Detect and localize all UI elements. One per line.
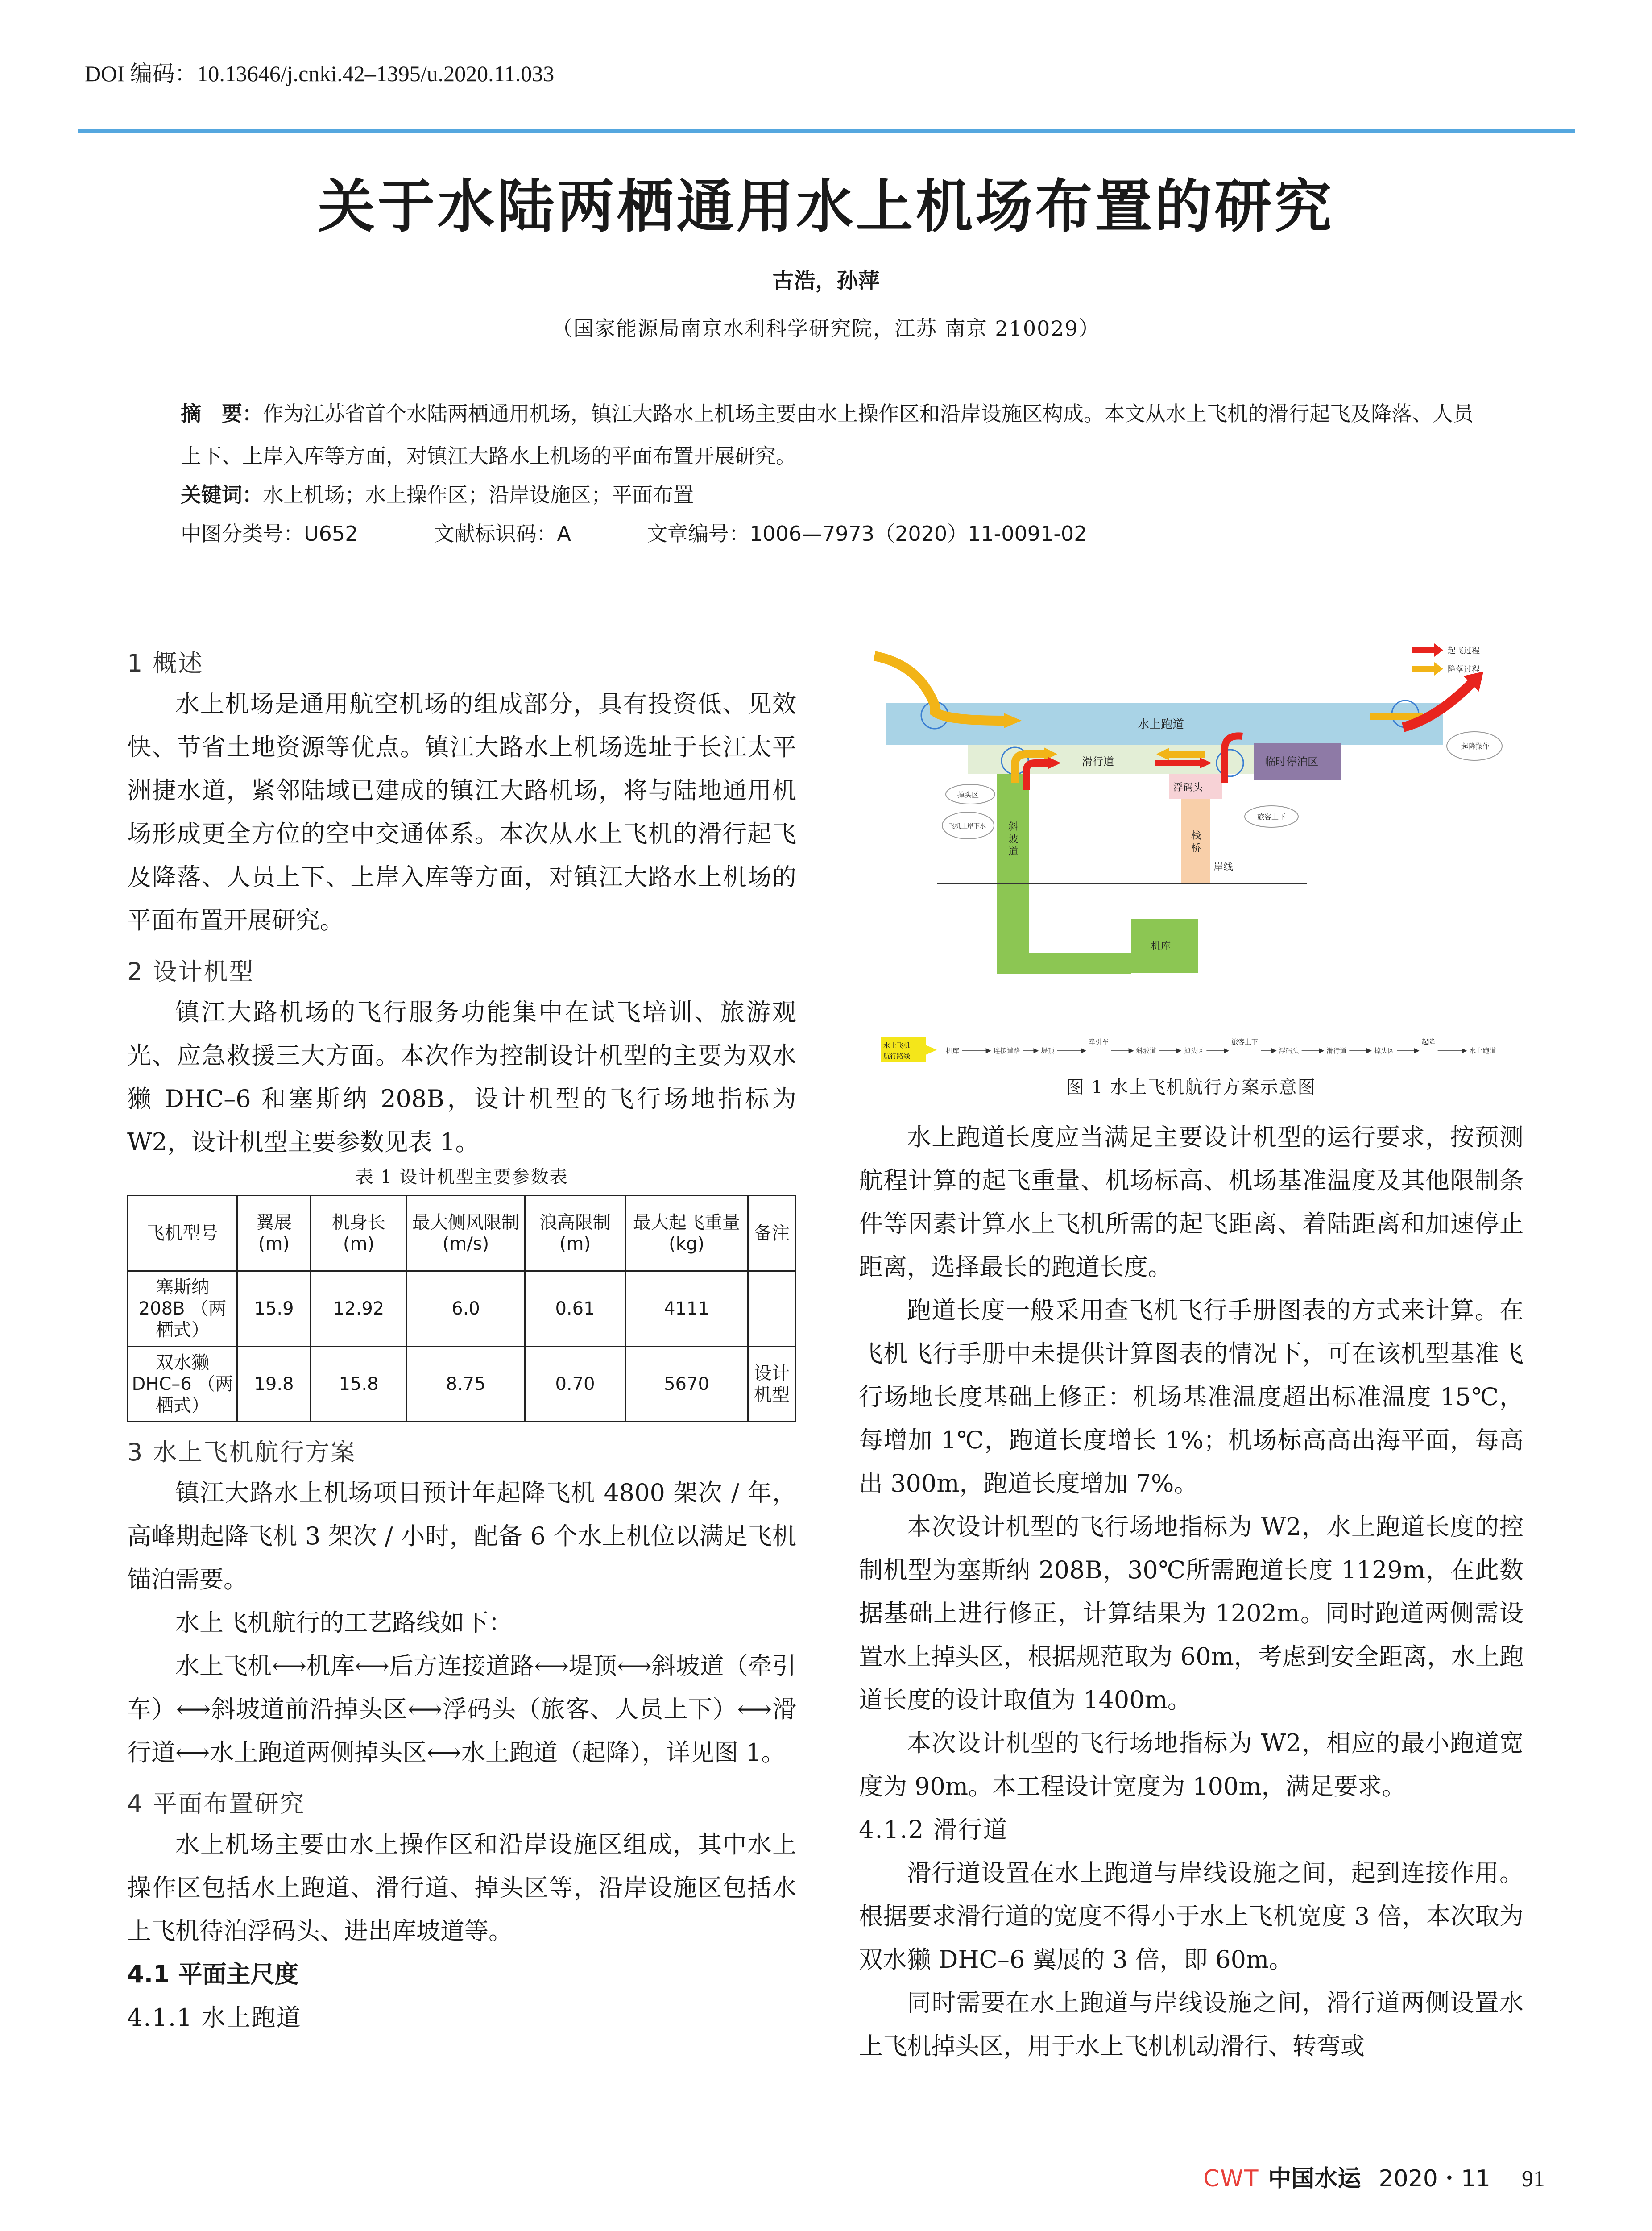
page-number: 91 — [1522, 2166, 1545, 2192]
table-cell: 8.75 — [407, 1347, 525, 1422]
right-paragraph: 跑道长度一般采用查飞机飞行手册图表的方式来计算。在飞机飞行手册中未提供计算图表的情况下，可在该机型基准飞行场地长度基础上修正：机场基准温度超出标准温度 15℃，每增加 1℃，跑道长度增长 1%；机场标高高出海平面，每高出 300m，跑道长度增加 7%。 — [859, 1296, 1524, 1497]
section-2-title: 2 设计机型 — [127, 958, 255, 986]
section-1-paragraph: 水上机场是通用航空机场的组成部分，具有投资低、见效快、节省土地资源等优点。镇江大路水上机场选址于长江太平洲捷水道，紧邻陆域已建成的镇江大路机场，将与陆地通用机场形成更全方位的空中交通体系。本次从水上飞机的滑行起飞及降落、人员上下、上岸入库等方面，对镇江大路水上机场的平面布置开展研究。 — [127, 690, 796, 934]
taxiway-label: 滑行道 — [1082, 755, 1114, 768]
section-1-title: 1 概述 — [127, 649, 204, 677]
route-arrow-icon — [926, 1045, 937, 1055]
table-cell: 6.0 — [407, 1271, 525, 1347]
table-header-cell: 最大起飞重量 (kg) — [625, 1196, 748, 1271]
table-cell: 设计机型 — [748, 1347, 796, 1422]
section-2-paragraph: 镇江大路机场的飞行服务功能集中在试飞培训、旅游观光、应急救援三大方面。本次作为控制设计机型的主要为双水獭 DHC–6 和塞斯纳 208B，设计机型的飞行场地指标为 W2，设计机型主要参数见表 1。 — [127, 998, 796, 1156]
route-label-text: 航行路线 — [883, 1052, 911, 1060]
route-step: 掉头区 — [1184, 1047, 1204, 1055]
section-3-paragraph: 水上飞机航行的工艺路线如下： — [175, 1609, 513, 1637]
route-step: 牵引车 — [1089, 1038, 1109, 1046]
page-footer — [1203, 2160, 1545, 2193]
right-paragraph: 滑行道设置在水上跑道与岸线设施之间，起到连接作用。根据要求滑行道的宽度不得小于水上飞机宽度 3 倍，本次取为双水獭 DHC–6 翼展的 3 倍，即 60m。 — [859, 1859, 1524, 1974]
right-paragraph: 本次设计机型的飞行场地指标为 W2，相应的最小跑道宽度为 90m。本工程设计宽度为 100m，满足要求。 — [859, 1729, 1524, 1800]
right-column — [859, 1116, 1524, 2068]
keywords-text: 水上机场；水上操作区；沿岸设施区；平面布置 — [263, 483, 694, 507]
table-cell: 15.8 — [311, 1347, 407, 1422]
table-cell: 0.70 — [525, 1347, 625, 1422]
table-row — [128, 1271, 796, 1347]
table-header-cell: 最大侧风限制 (m/s) — [407, 1196, 525, 1271]
route-step: 连接道路 — [993, 1047, 1020, 1055]
legend-takeoff-label: 起飞过程 — [1448, 646, 1480, 655]
journal-brand: CWT — [1203, 2165, 1259, 2192]
keywords — [181, 479, 694, 508]
legend-landing-arrow-icon — [1434, 662, 1443, 676]
abstract-text: 作为江苏省首个水陆两栖通用机场，镇江大路水上机场主要由水上操作区和沿岸设施区构成。本文从水上飞机的滑行起飞及降落、人员上下、上岸入库等方面，对镇江大路水上机场的平面布置开展研究。 — [181, 402, 1474, 468]
table-cell: 12.92 — [311, 1271, 407, 1347]
table-header-cell: 备注 — [748, 1196, 796, 1271]
svg-text:斜: 斜 — [1008, 821, 1019, 833]
route-step: 掉头区 — [1374, 1047, 1395, 1055]
table-cell: 塞斯纳 208B （两栖式） — [128, 1271, 237, 1347]
section-4-1-title: 4.1 平面主尺度 — [127, 1960, 299, 1988]
runway-label: 水上跑道 — [1138, 718, 1184, 731]
route-step: 滑行道 — [1326, 1047, 1347, 1055]
article-number: 文章编号：1006—7973（2020）11-0091-02 — [646, 522, 1087, 546]
plane-ashore-callout-text: 飞机上岸下水 — [948, 823, 986, 830]
svg-text:栈: 栈 — [1191, 830, 1201, 842]
table-cell: 双水獭 DHC–6 （两栖式） — [128, 1347, 237, 1422]
figure-1 — [857, 629, 1535, 1116]
figure-1-diagram — [857, 629, 1535, 1116]
journal-issue: 2020・11 — [1379, 2165, 1491, 2192]
passengers-callout-text: 旅客上下 — [1257, 813, 1286, 821]
takeoff-landing-callout-text: 起降操作 — [1461, 742, 1490, 751]
figure-caption: 图 1 水上飞机航行方案示意图 — [1066, 1077, 1317, 1098]
route-step: 堤顶 — [1041, 1047, 1055, 1055]
table-caption: 表 1 设计机型主要参数表 — [355, 1167, 568, 1187]
turn-area-callout-text: 掉头区 — [957, 791, 979, 799]
route-step: 起降 — [1421, 1038, 1435, 1046]
doi-line: DOI 编码：10.13646/j.cnki.42–1395/u.2020.11.033 — [85, 61, 555, 86]
table-cell: 4111 — [625, 1271, 748, 1347]
section-4-1-1-title: 4.1.1 水上跑道 — [127, 2003, 302, 2032]
right-paragraph: 水上跑道长度应当满足主要设计机型的运行要求，按预测航程计算的起飞重量、机场标高、机场基准温度及其他限制条件等因素计算水上飞机所需的起飞距离、着陆距离和加速停止距离，选择最长的跑道长度。 — [859, 1123, 1524, 1281]
table-cell: 0.61 — [525, 1271, 625, 1347]
section-3-title: 3 水上飞机航行方案 — [127, 1438, 356, 1466]
route-steps — [946, 1038, 1496, 1055]
section-3-paragraph: 水上飞机⟷机库⟷后方连接道路⟷堤顶⟷斜坡道（牵引车）⟷斜坡道前沿掉头区⟷浮码头（旅客、人员上下）⟷滑行道⟷水上跑道两侧掉头区⟷水上跑道（起降），详见图 1。 — [127, 1652, 796, 1767]
table-header-cell: 机身长 (m) — [311, 1196, 407, 1271]
legend-takeoff-swatch — [1412, 647, 1434, 653]
hangar-label: 机库 — [1151, 941, 1171, 952]
route-label-text: 水上飞机 — [883, 1041, 911, 1049]
svg-text:道: 道 — [1008, 846, 1019, 858]
keywords-label: 关键词： — [181, 483, 263, 507]
route-step: 水上跑道 — [1469, 1047, 1496, 1055]
document-code: 文献标识码：A — [434, 522, 571, 546]
affiliation: （国家能源局南京水利科学研究院，江苏 南京 210029） — [552, 316, 1100, 340]
classification-line — [181, 518, 1163, 547]
table-row — [128, 1347, 796, 1422]
ramp-zone — [997, 774, 1029, 970]
abstract — [181, 393, 1483, 477]
table-cell: 5670 — [625, 1347, 748, 1422]
section-4-paragraph: 水上机场主要由水上操作区和沿岸设施区组成，其中水上操作区包括水上跑道、滑行道、掉头区等，沿岸设施区包括水上飞机待泊浮码头、进出库坡道等。 — [127, 1830, 796, 1945]
holding-area-label: 临时停泊区 — [1265, 755, 1318, 768]
ramp-label — [1008, 821, 1018, 858]
right-paragraph: 本次设计机型的飞行场地指标为 W2，水上跑道长度的控制机型为塞斯纳 208B，30℃所需跑道长度 1129m，在此数据基础上进行修正，计算结果为 1202m。同时跑道两侧需设置水上掉头区，根据规范取为 60m，考虑到安全距离，水上跑道长度的设计取值为 1400m。 — [859, 1513, 1524, 1714]
pontoon-label: 浮码头 — [1173, 782, 1203, 793]
route-step: 浮码头 — [1279, 1047, 1299, 1055]
table-header-cell: 翼展 (m) — [237, 1196, 311, 1271]
shoreline-label: 岸线 — [1213, 862, 1234, 873]
right-paragraph: 同时需要在水上跑道与岸线设施之间，滑行道两侧设置水上飞机掉头区，用于水上飞机机动滑行、转弯或 — [859, 1989, 1524, 2060]
parameters-table — [127, 1195, 796, 1422]
table-header-cell: 飞机型号 — [128, 1196, 237, 1271]
legend-landing-label: 降落过程 — [1448, 665, 1480, 674]
table-cell — [748, 1271, 796, 1347]
table-cell: 19.8 — [237, 1347, 311, 1422]
route-step: 机库 — [946, 1047, 960, 1055]
section-3-paragraph: 镇江大路水上机场项目预计年起降飞机 4800 架次 / 年，高峰期起降飞机 3 架次 / 小时，配备 6 个水上机位以满足飞机锚泊需要。 — [127, 1479, 796, 1593]
section-4-title: 4 平面布置研究 — [127, 1790, 306, 1818]
section-4-1-2-title: 4.1.2 滑行道 — [859, 1816, 1008, 1844]
legend-landing-swatch — [1412, 666, 1434, 672]
authors: 古浩，孙萍 — [772, 268, 880, 293]
table-header-row — [128, 1196, 796, 1271]
route-step: 斜坡道 — [1136, 1047, 1156, 1055]
table-header-cell: 浪高限制 (m) — [525, 1196, 625, 1271]
table-cell: 15.9 — [237, 1271, 311, 1347]
legend-takeoff-arrow-icon — [1434, 643, 1443, 657]
route-step: 旅客上下 — [1231, 1038, 1259, 1046]
left-column — [127, 634, 796, 2039]
svg-text:坡: 坡 — [1008, 834, 1019, 845]
paper-title: 关于水陆两栖通用水上机场布置的研究 — [318, 173, 1334, 240]
journal-name: 中国水运 — [1268, 2165, 1361, 2192]
svg-text:桥: 桥 — [1191, 843, 1201, 854]
abstract-label: 摘 要： — [181, 402, 263, 426]
clc-number: 中图分类号：U652 — [181, 522, 358, 546]
ramp-link — [997, 953, 1131, 974]
header-rule — [78, 129, 1575, 133]
